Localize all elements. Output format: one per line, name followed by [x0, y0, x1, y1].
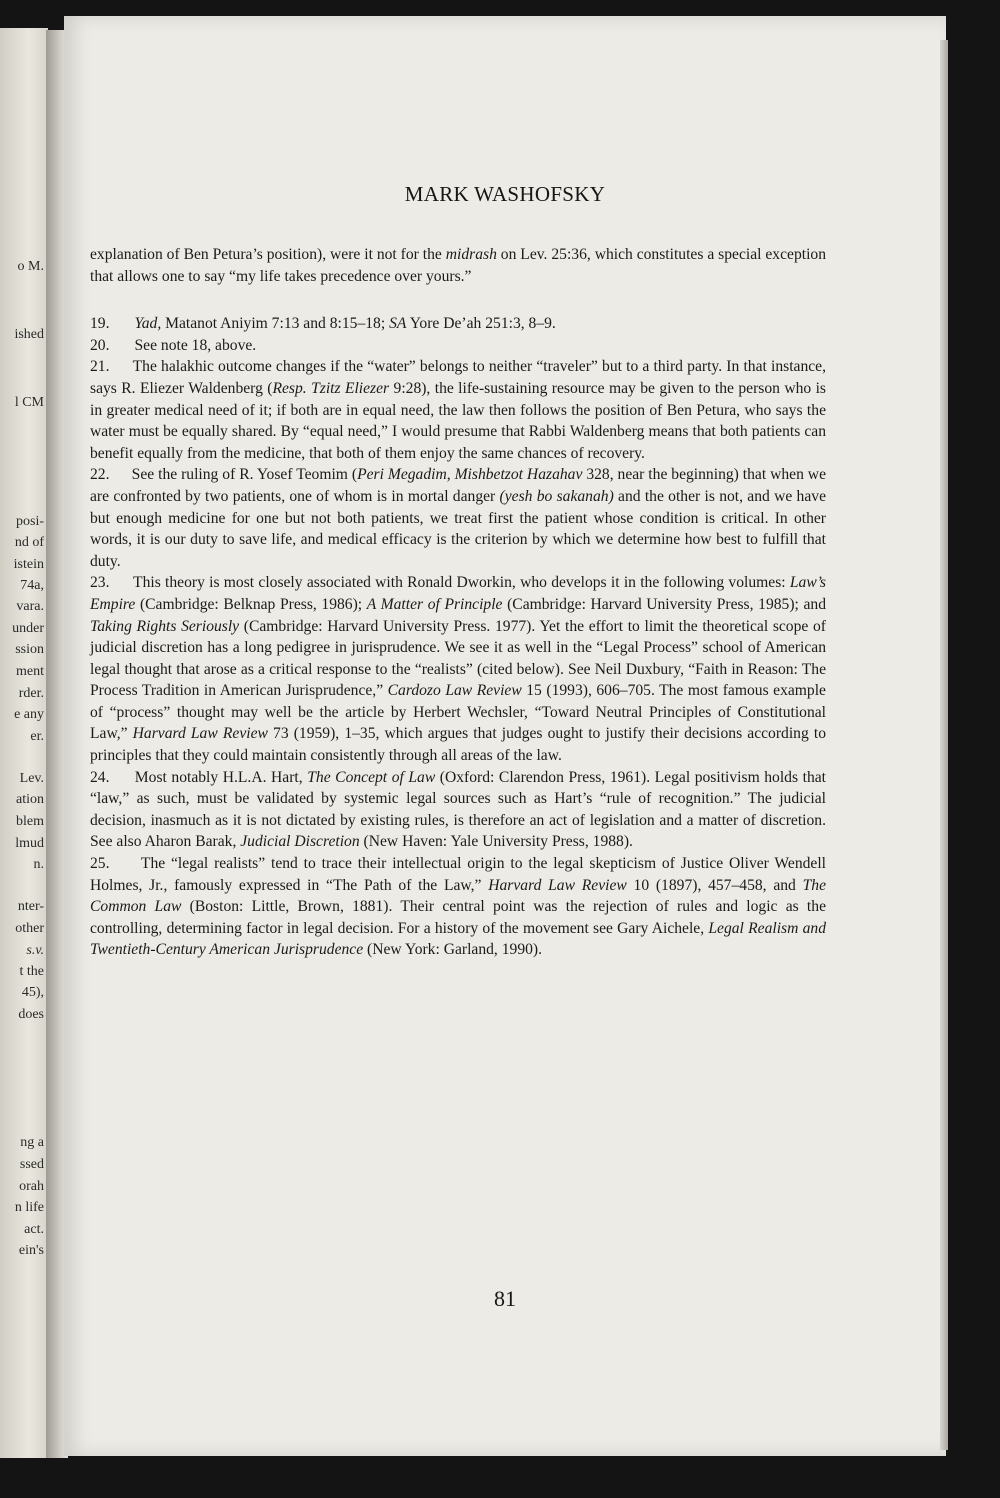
- endnote-22: 22. See the ruling of R. Yosef Teomim (Peri Megadim, Mishbetzot Hazahav 328, near the beginning) that when we are confronted by two patients, one of whom is in mortal danger (yesh bo sakanah) and the other is not, and we have but enough medicine for one but not both patients, we treat first the patient whose condition is critical. In other words, it is our duty to save life, and medical efficacy is the criterion by which we determine how best to fulfill that duty.: [90, 466, 826, 570]
- facing-page-fragment: er.: [30, 729, 44, 744]
- endnote-number: 21.: [90, 358, 110, 376]
- book-page: [64, 16, 946, 1456]
- running-head: MARK WASHOFSKY: [404, 182, 606, 206]
- facing-page-fragment: under: [12, 621, 44, 636]
- facing-page-fragment: ein's: [18, 1243, 44, 1258]
- endnote-number: 24.: [90, 768, 110, 786]
- endnote-number: 22.: [90, 466, 110, 484]
- facing-page-fragment: 74a,: [20, 578, 44, 593]
- facing-page-fragment: n.: [33, 857, 44, 872]
- notes-text: [90, 244, 826, 961]
- facing-page-fragment: posi-: [16, 514, 44, 529]
- facing-page-fragment: s.v.: [26, 943, 44, 958]
- facing-page-fragment: lmud: [15, 836, 44, 851]
- continued-note-text: explanation of Ben Petura’s position), were it not for the midrash on Lev. 25:36, which constitutes a special exception that allows one to say “my life takes precedence over yours.”: [90, 246, 827, 285]
- facing-page-fragment: blem: [16, 814, 44, 829]
- facing-page-fragment: ng a: [20, 1135, 44, 1150]
- facing-page-fragment: does: [18, 1007, 44, 1022]
- endnote-21: 21. The halakhic outcome changes if the “water” belongs to neither “traveler” but to a third party. In that instance, says R. Eliezer Waldenberg (Resp. Tzitz Eliezer 9:28), the life-sustaining resource may be given to the person who is in greater medical need of it; if both are in equal need, the law then follows the position of Ben Petura, who says the water must be equally shared. By “equal need,” I would presume that Rabbi Waldenberg means that both patients can benefit equally from the medicine, that both of them enjoy the same chances of recovery.: [90, 358, 826, 462]
- facing-page-fragment: ished: [14, 327, 44, 342]
- facing-page-fragment: n life: [14, 1200, 44, 1215]
- endnote-25: 25. The “legal realists” tend to trace their intellectual origin to the legal skepticism of Justice Oliver Wendell Holmes, Jr., famously expressed in “The Path of the Law,” Harvard Law Review 10 (1897), 457–458, and The Common Law (Boston: Little, Brown, 1881). Their central point was the rejection of rules and logic as the controlling, determining factor in legal decision. For a history of the movement see Gary Aichele, Legal Realism and Twentieth-Century American Jurisprudence (New York: Garland, 1990).: [90, 855, 826, 959]
- facing-page-fragment: ssion: [15, 642, 44, 657]
- facing-page-fragment: istein: [13, 557, 44, 572]
- facing-page-fragment: rder.: [18, 686, 44, 701]
- facing-page-fragment: nter-: [17, 899, 44, 914]
- endnote-20: 20. See note 18, above.: [90, 335, 826, 357]
- facing-page-fragment: ation: [16, 792, 44, 807]
- facing-page-fragment: act.: [24, 1222, 44, 1237]
- facing-page-fragment: o M.: [17, 259, 44, 274]
- facing-page-fragment: e any: [14, 707, 44, 722]
- endnote-23: 23. This theory is most closely associated with Ronald Dworkin, who develops it in the following volumes: Law’s Empire (Cambridge: Belknap Press, 1986); A Matter of Principle (Cambridge: Harvard University Press, 1985); and Taking Rights Seriously (Cambridge: Harvard University Press. 1977). Yet the effort to limit the theoretical scope of judicial discretion has a long pedigree in jurisprudence. We see it as well in the “Legal Process” school of American legal thought that arose as a critical response to the “realists” (cited below). See Neil Duxbury, “Faith in Reason: The Process Tradition in American Jurisprudence,” Cardozo Law Review 15 (1993), 606–705. The most famous example of “process” thought may well be the article by Herbert Wechsler, “Toward Neutral Principles of Constitutional Law,” Harvard Law Review 73 (1959), 1–35, which argues that judges ought to justify their decisions according to principles that they could maintain consistently through all areas of the law.: [90, 574, 826, 765]
- endnote-number: 25.: [90, 855, 110, 873]
- endnote-24: 24. Most notably H.L.A. Hart, The Concept of Law (Oxford: Clarendon Press, 1961). Legal positivism holds that “law,” as such, must be validated by systemic legal sources such as Hart’s “rule of recognition.” The judicial decision, inasmuch as it is not dictated by existing rules, is therefore an act of legislation and a matter of discretion. See also Aharon Barak, Judicial Discretion (New Haven: Yale University Press, 1988).: [90, 768, 826, 851]
- facing-page-fragment: vara.: [16, 599, 44, 614]
- endnote-number: 20.: [90, 336, 110, 354]
- facing-page-fragment: Lev.: [19, 771, 44, 786]
- facing-page-fragment: other: [15, 921, 44, 936]
- endnote-number: 23.: [90, 574, 110, 592]
- page-number: 81: [494, 1286, 516, 1311]
- facing-page-fragment: 45),: [21, 985, 44, 1000]
- facing-page-fragment: ssed: [19, 1157, 44, 1172]
- endnote-19: 19. Yad, Matanot Aniyim 7:13 and 8:15–18; SA Yore De’ah 251:3, 8–9.: [90, 313, 826, 335]
- facing-page-fragment: t the: [19, 964, 44, 979]
- facing-page-fragment: ment: [16, 664, 44, 679]
- facing-page-fragment: l CM: [14, 395, 44, 410]
- facing-page-fragment: orah: [19, 1179, 44, 1194]
- endnote-number: 19.: [90, 315, 110, 333]
- facing-page-edge: [0, 28, 48, 1458]
- facing-page-fragment: nd of: [14, 535, 44, 550]
- page-stack-edge: [940, 40, 948, 1450]
